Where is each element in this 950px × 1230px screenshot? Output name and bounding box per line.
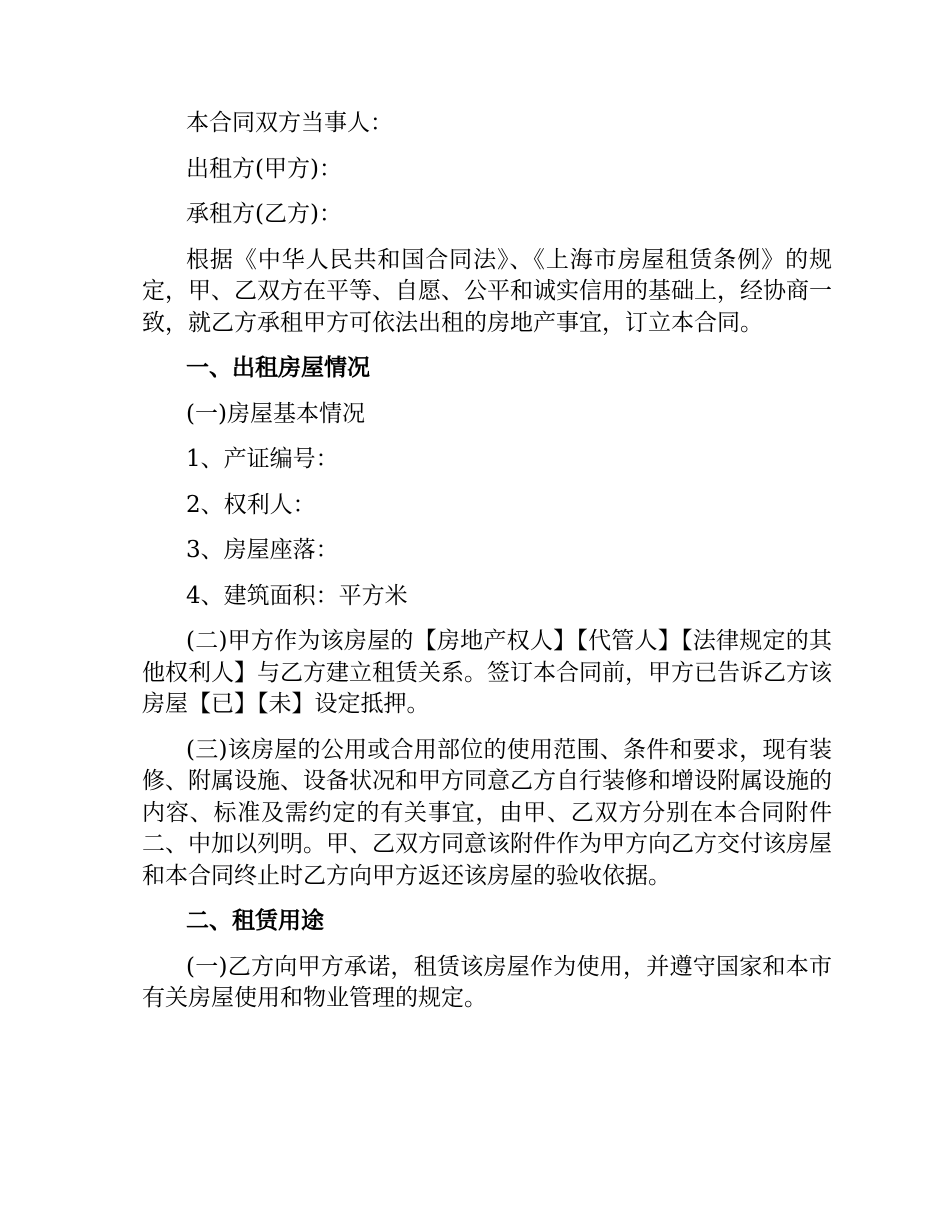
paragraph-lessor-status: (二)甲方作为该房屋的【房地产权人】【代管人】【法律规定的其他权利人】与乙方建立租赁关系。签订本合同前，甲方已告诉乙方该房屋【已】【未】设定抵押。 [142,628,832,717]
paragraph-legal-basis: 根据《中华人民共和国合同法》、《上海市房屋租赁条例》的规定，甲、乙双方在平等、自愿、公平和诚实信用的基础上，经协商一致，就乙方承租甲方可依法出租的房地产事宜，订立本合同。 [142,246,832,336]
paragraph-lessee: 承租方(乙方)： [186,201,342,227]
paragraph-use-commitment: (一)乙方向甲方承诺，租赁该房屋作为使用，并遵守国家和本市有关房屋使用和物业管理的规定。 [142,953,832,1011]
document-body [142,108,832,1029]
subsection-basic-info: (一)房屋基本情况 [186,400,365,427]
section-heading-rental-property: 一、出租房屋情况 [186,355,370,381]
item-certificate-number: 1、产证编号： [186,446,339,472]
paragraph-lessor: 出租方(甲方)： [186,155,342,182]
item-right-holder: 2、权利人： [186,491,316,518]
item-property-location: 3、房屋座落： [186,537,339,563]
paragraph-parties-intro: 本合同双方当事人： [186,110,393,136]
item-floor-area: 4、建筑面积：平方米 [186,582,408,609]
section-heading-rental-use: 二、租赁用途 [186,908,324,934]
paragraph-shared-areas: (三)该房屋的公用或合用部位的使用范围、条件和要求，现有装修、附属设施、设备状况和甲方同意乙方自行装修和增设附属设施的内容、标准及需约定的有关事宜，由甲、乙双方分别在本合同附件二、中加以列明。甲、乙双方同意该附件作为甲方向乙方交付该房屋和本合同终止时乙方向甲方返还该房屋的验收依据。 [142,736,832,889]
